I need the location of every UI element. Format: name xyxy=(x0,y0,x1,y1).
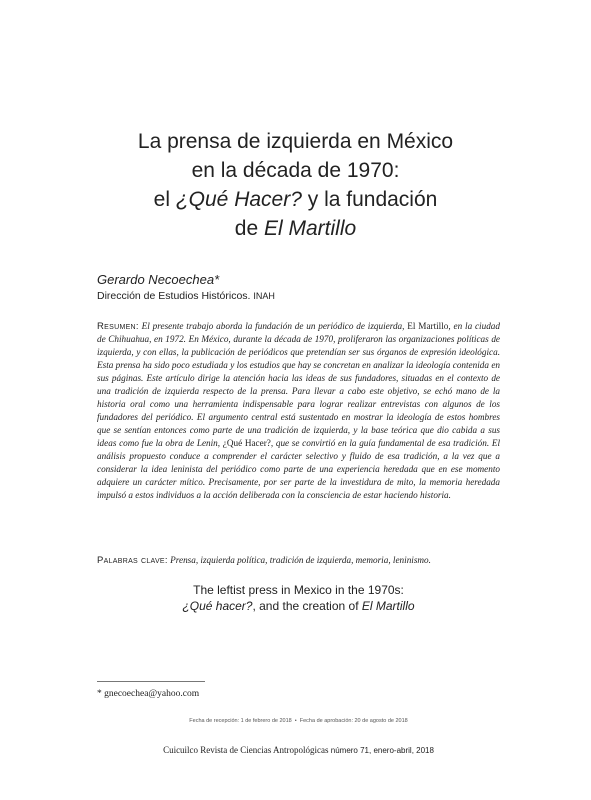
date-approved: Fecha de aprobación: 20 de agosto de 2018 xyxy=(299,718,408,724)
article-title xyxy=(60,127,531,243)
title-line-3-part-b: y la fundación xyxy=(301,188,438,211)
footnote-rule xyxy=(97,681,205,682)
title-que-hacer: ¿Qué Hacer? xyxy=(175,188,302,211)
english-title xyxy=(97,582,500,614)
title-line-4 xyxy=(60,214,531,243)
title-line-2: en la década de 1970: xyxy=(191,159,400,182)
english-title-el-martillo: El Martillo xyxy=(361,599,415,613)
abstract-label: Resumen: xyxy=(97,321,139,332)
english-title-line-2-part-b: , and the creation of xyxy=(252,599,362,613)
title-line-3-part-a: el xyxy=(153,188,176,211)
author-affiliation xyxy=(97,290,275,302)
keywords xyxy=(97,554,500,567)
affiliation-text: Dirección de Estudios Históricos. xyxy=(97,290,254,302)
english-title-que-hacer: ¿Qué hacer? xyxy=(182,599,253,613)
affiliation-abbreviation: INAH xyxy=(253,291,275,301)
abstract-text-a: El presente trabajo aborda la fundación de un periódico de izquierda, xyxy=(138,321,408,331)
keywords-label: Palabras clave: xyxy=(97,555,168,566)
abstract-text-c: , que se convirtió en la guía fundamental de esa tradición. El análisis propuesto conduce a comprender el carácter selectivo y fluido de esa tradición, a la vez que a considerar la idea leninista del periódico como parte de una experiencia heredada que en ese momento adquiere un carácter mítico. Precisamente, por ser parte de la investidura de mito, la memoria heredada impulsó a estos individuos a la acción deliberada con la consciencia de estar haciendo historia. xyxy=(97,438,501,500)
journal-issue: número 71, enero-abril, 2018 xyxy=(328,746,434,755)
submission-dates xyxy=(97,718,500,724)
journal-name: Cuicuilco Revista de Ciencias Antropológicas xyxy=(163,745,329,755)
title-line-1: La prensa de izquierda en México xyxy=(137,130,454,153)
title-line-3 xyxy=(60,185,531,214)
keywords-text: Prensa, izquierda política, tradición de izquierda, memoria, leninismo. xyxy=(167,555,431,565)
date-separator: • xyxy=(291,718,300,724)
title-el-martillo: El Martillo xyxy=(264,217,357,240)
abstract-que-hacer: ¿Qué Hacer? xyxy=(222,438,271,448)
journal-footer xyxy=(97,745,500,755)
title-line-4-part-a: de xyxy=(234,217,264,240)
footnote-email: * gnecoechea@yahoo.com xyxy=(97,689,200,699)
date-received: Fecha de recepción: 1 de febrero de 2018 xyxy=(189,718,292,724)
english-title-line-2 xyxy=(97,598,500,614)
abstract-text-b: , en la ciudad de Chihuahua, en 1972. En México, durante la década de 1970, proliferaron las organizaciones políticas de izquierda, y con ellas, la publicación de periódicos que pretendían ser sus órganos de expresión ideológica. Esta prensa ha sido poco estudiada y los estudios que hay se concretan en analizar la ideología contenida en sus páginas. Este artículo dirige la atención hacia las ideas de sus fundadores, situadas en el contexto de una tradición de izquierda respecto de la prensa. Para llevar a cabo este objetivo, se echó mano de la historia oral como una herramienta indispensable para lograr realizar entrevistas con algunos de los fundadores del periódico. El argumento central está sustentado en mostrar la ideología de estos hombres que se sentían entonces como parte de una tradición de izquierda, y la base teórica que dio cabida a sus ideas como fue la obra de Lenin, xyxy=(97,321,500,448)
author-name: Gerardo Necoechea* xyxy=(97,272,220,287)
abstract xyxy=(97,320,500,502)
english-title-line-1: The leftist press in Mexico in the 1970s: xyxy=(193,583,404,597)
abstract-el-martillo: El Martillo xyxy=(407,321,449,331)
